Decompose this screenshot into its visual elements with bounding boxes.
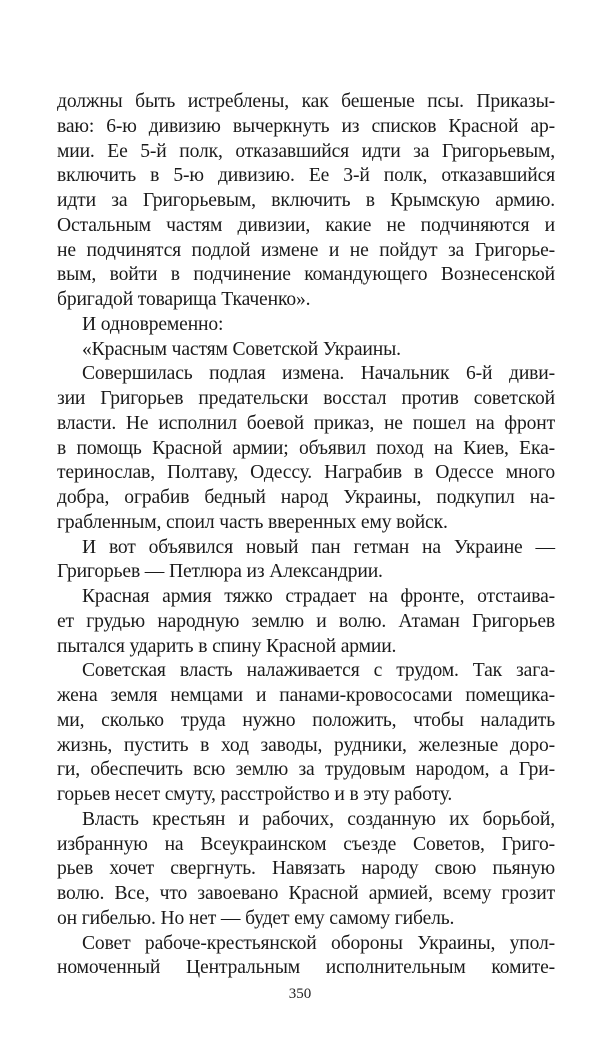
text-line: в помощь Красной армии; объявил поход на Киев, Ека- [57, 437, 555, 459]
text-line: ги, обеспечить всю землю за трудовым народом, а Гри- [57, 759, 555, 781]
text-line: Остальным частям дивизии, какие не подчиняются и [57, 214, 555, 236]
text-line: Совершилась подлая измена. Начальник 6-й диви- [82, 363, 555, 385]
text-line: вым, войти в подчинение командующего Вознесенской [57, 264, 555, 286]
text-line: ваю: 6-ю дивизию вычеркнуть из списков Красной ар- [57, 115, 555, 137]
text-line: теринослав, Полтаву, Одессу. Награбив в Одессе много [57, 462, 555, 484]
text-line: не подчинятся подлой измене и не пойдут за Григорье- [57, 239, 555, 261]
text-line: «Красным частям Советской Украины. [82, 338, 401, 360]
text-line: номоченный Центральным исполнительным комите- [57, 957, 555, 979]
page-body-text [57, 90, 555, 981]
text-line: Власть крестьян и рабочих, созданную их борьбой, [82, 808, 555, 830]
text-line: избранную на Всеукраинском съезде Советов, Григо- [57, 833, 555, 855]
text-line: мии. Ее 5-й полк, отказавшийся идти за Григорьевым, [57, 140, 555, 162]
text-line: он гибелью. Но нет — будет ему самому гибель. [57, 907, 455, 929]
text-line: ми, сколько труда нужно положить, чтобы наладить [57, 709, 555, 731]
text-line: грабленным, споил часть вверенных ему войск. [57, 511, 448, 533]
text-line: власти. Не исполнил боевой приказ, не пошел на фронт [57, 412, 555, 434]
text-line: Советская власть налаживается с трудом. Так зага- [82, 660, 555, 682]
text-line: Совет рабоче-крестьянской обороны Украины, упол- [82, 932, 555, 954]
text-line: рьев хочет свергнуть. Навязать народу свою пьяную [57, 858, 555, 880]
text-line: Красная армия тяжко страдает на фронте, отстаива- [82, 586, 555, 607]
text-line: добра, ограбив бедный народ Украины, подкупил на- [57, 487, 555, 508]
text-line: горьев несет смуту, расстройство и в эту работу. [57, 784, 453, 805]
page-number: 350 [288, 986, 312, 1002]
text-line: ет грудью народную землю и волю. Атаман Григорьев [57, 610, 555, 632]
text-line: бригадой товарища Ткаченко». [57, 289, 311, 310]
text-line: Григорьев — Петлюра из Александрии. [57, 561, 383, 583]
text-line: идти за Григорьевым, включить в Крымскую армию. [57, 190, 555, 211]
text-line: включить в 5-ю дивизию. Ее 3-й полк, отказавшийся [57, 165, 555, 187]
text-line: волю. Все, что завоевано Красной армией, всему грозит [57, 883, 555, 904]
text-line: И вот объявился новый пан гетман на Украине — [82, 536, 555, 558]
text-line: зии Григорьев предательски восстал против советской [57, 388, 555, 409]
text-line: должны быть истреблены, как бешеные псы. Приказы- [57, 91, 555, 112]
text-line: пытался ударить в спину Красной армии. [57, 635, 397, 657]
text-line: жена земля немцами и панами-кровососами помещика- [57, 685, 555, 706]
text-line: жизнь, пустить в ход заводы, рудники, железные доро- [57, 734, 555, 756]
text-line: И одновременно: [82, 313, 224, 335]
